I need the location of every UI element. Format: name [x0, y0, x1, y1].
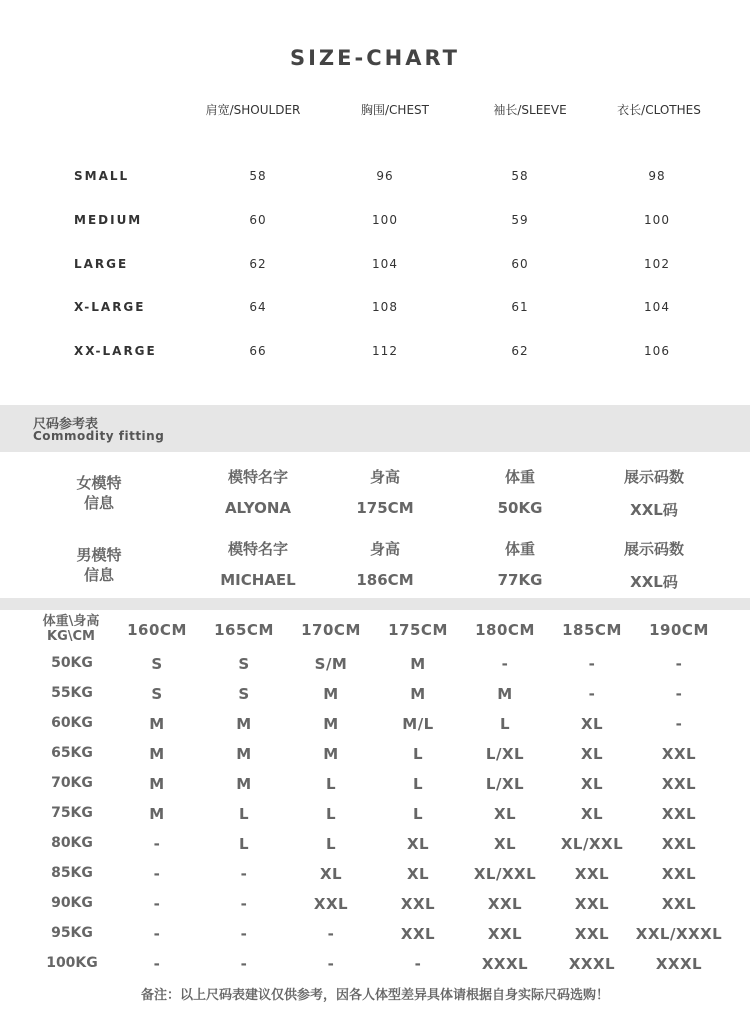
model-label — [58, 545, 140, 585]
model-field-label: 体重 — [504, 540, 535, 558]
fitting-table-cell: S — [151, 685, 163, 703]
fitting-table-cell: S — [151, 655, 163, 673]
size-chart-cell: 108 — [372, 300, 398, 314]
fitting-table-cell: - — [153, 925, 161, 943]
model-label-line: 信息 — [83, 566, 114, 584]
fitting-table-cell: XL — [493, 805, 517, 823]
size-chart-header: 胸围/CHEST — [361, 103, 429, 117]
fitting-table-cell: L — [238, 835, 250, 853]
fitting-table-cell: XXL — [400, 895, 436, 913]
fitting-table-cell: - — [153, 835, 161, 853]
fitting-table-height-header: 160CM — [127, 621, 187, 639]
model-field-label: 模特名字 — [227, 468, 288, 486]
fitting-table-cell: - — [153, 865, 161, 883]
fitting-table-cell: - — [414, 955, 422, 973]
fitting-table-cell: M — [410, 685, 426, 703]
fitting-table-cell: XXL — [661, 805, 697, 823]
fitting-table-height-header: 180CM — [475, 621, 535, 639]
fitting-table-cell: XXL — [574, 925, 610, 943]
model-field-value: 175CM — [356, 499, 414, 517]
fitting-table-cell: XXL — [487, 895, 523, 913]
fitting-table-cell: - — [501, 655, 509, 673]
fitting-table-cell: XXL — [661, 865, 697, 883]
fitting-table-cell: M — [236, 775, 252, 793]
fitting-table-cell: - — [153, 895, 161, 913]
model-label-line: 男模特 — [76, 546, 122, 564]
size-chart-size-label: LARGE — [74, 257, 129, 271]
size-chart-cell: 59 — [511, 213, 529, 227]
fitting-table-cell: - — [327, 955, 335, 973]
size-chart-size-label: XX-LARGE — [74, 344, 157, 358]
size-chart-cell: 66 — [249, 344, 267, 358]
fitting-table-cell: XXL — [661, 895, 697, 913]
size-chart-header: 衣长/CLOTHES — [617, 103, 701, 117]
fitting-table-cell: M — [497, 685, 513, 703]
size-chart-cell: 98 — [648, 169, 666, 183]
fitting-table-height-header: 175CM — [388, 621, 448, 639]
fitting-table-height-header: 185CM — [562, 621, 622, 639]
fitting-table-cell: XXL — [661, 745, 697, 763]
fitting-table-cell: - — [675, 685, 683, 703]
fitting-table-cell: M — [149, 745, 165, 763]
fitting-table-cell: XL — [580, 805, 604, 823]
fitting-table-cell: XL/XXL — [560, 835, 624, 853]
size-chart-cell: 58 — [249, 169, 267, 183]
fitting-table-cell: XXXL — [655, 955, 703, 973]
size-chart-cell: 64 — [249, 300, 267, 314]
fitting-table-cell: M — [410, 655, 426, 673]
fitting-table-cell: XL/XXL — [473, 865, 537, 883]
size-chart-cell: 96 — [376, 169, 394, 183]
fitting-table-weight-label: 65KG — [51, 745, 93, 761]
fitting-table-cell: XXL — [400, 925, 436, 943]
fitting-table-cell: XL — [406, 865, 430, 883]
fitting-table-cell: XL — [493, 835, 517, 853]
fitting-table-cell: - — [327, 925, 335, 943]
size-chart-cell: 100 — [372, 213, 398, 227]
fitting-table-cell: - — [240, 865, 248, 883]
fitting-table-cell: XXL/XXXL — [635, 925, 723, 943]
fitting-table-weight-label: 70KG — [51, 775, 93, 791]
model-field-value: 77KG — [497, 571, 543, 589]
fitting-table-header-band — [0, 598, 750, 610]
model-field-value: 186CM — [356, 571, 414, 589]
fitting-table-cell: S — [238, 685, 250, 703]
fitting-table-cell: L — [412, 805, 424, 823]
size-chart-cell: 102 — [644, 257, 670, 271]
fitting-table-cell: - — [240, 895, 248, 913]
model-field-value: MICHAEL — [220, 571, 296, 589]
model-field-label: 体重 — [504, 468, 535, 486]
model-field-value: XXL码 — [630, 573, 678, 591]
fitting-table-cell: L — [325, 835, 337, 853]
model-field-value: XXL码 — [630, 501, 678, 519]
size-chart-size-label: SMALL — [74, 169, 130, 183]
fitting-table-cell: XXXL — [568, 955, 616, 973]
fitting-table-weight-label: 90KG — [51, 895, 93, 911]
fitting-table-corner-line: 体重\身高 — [42, 614, 100, 629]
fitting-banner-subtitle: Commodity fitting — [33, 429, 165, 443]
size-chart-cell: 58 — [511, 169, 529, 183]
size-chart-cell: 104 — [372, 257, 398, 271]
size-chart-cell: 106 — [644, 344, 670, 358]
model-field-value: ALYONA — [224, 499, 292, 517]
model-field-label: 展示码数 — [623, 540, 684, 558]
fitting-table-cell: M/L — [402, 715, 434, 733]
fitting-table-corner — [30, 614, 112, 644]
fitting-table-cell: XXL — [574, 865, 610, 883]
fitting-table-cell: M — [323, 745, 339, 763]
fitting-table-cell: L — [325, 805, 337, 823]
fitting-table-cell: S — [238, 655, 250, 673]
size-chart-cell: 62 — [511, 344, 529, 358]
fitting-table-cell: M — [236, 745, 252, 763]
fitting-table-cell: XXL — [313, 895, 349, 913]
fitting-table-cell: XXL — [661, 775, 697, 793]
fitting-table-weight-label: 50KG — [51, 655, 93, 671]
fitting-table-cell: L — [499, 715, 511, 733]
fitting-table-cell: - — [240, 925, 248, 943]
fitting-table-weight-label: 100KG — [46, 955, 98, 971]
fitting-table-cell: - — [588, 655, 596, 673]
fitting-table-cell: L — [238, 805, 250, 823]
fitting-table-cell: XL — [319, 865, 343, 883]
fitting-table-cell: XL — [406, 835, 430, 853]
fitting-table-cell: M — [323, 685, 339, 703]
size-chart-cell: 104 — [644, 300, 670, 314]
fitting-table-weight-label: 80KG — [51, 835, 93, 851]
fitting-table-cell: S/M — [314, 655, 348, 673]
fitting-table-cell: - — [240, 955, 248, 973]
fitting-table-cell: L/XL — [485, 745, 525, 763]
fitting-table-cell: XL — [580, 745, 604, 763]
size-chart-size-label: MEDIUM — [74, 213, 143, 227]
fitting-table-height-header: 190CM — [649, 621, 709, 639]
size-chart-cell: 60 — [249, 213, 267, 227]
fitting-table-corner-line: KG\CM — [47, 629, 95, 644]
model-field-label: 身高 — [369, 468, 400, 486]
fitting-table-cell: M — [323, 715, 339, 733]
fitting-table-cell: L — [412, 775, 424, 793]
fitting-table-cell: M — [149, 775, 165, 793]
fitting-table-cell: M — [149, 805, 165, 823]
fitting-table-cell: - — [153, 955, 161, 973]
size-chart-cell: 100 — [644, 213, 670, 227]
model-field-label: 展示码数 — [623, 468, 684, 486]
fitting-table-cell: XXL — [574, 895, 610, 913]
page-title: SIZE-CHART — [289, 46, 461, 70]
fitting-table-height-header: 165CM — [214, 621, 274, 639]
model-label — [58, 473, 140, 513]
fitting-table-cell: XXL — [487, 925, 523, 943]
fitting-table-weight-label: 60KG — [51, 715, 93, 731]
fitting-table-cell: XXL — [661, 835, 697, 853]
fitting-table-cell: XL — [580, 775, 604, 793]
fitting-table-cell: L — [412, 745, 424, 763]
model-field-label: 身高 — [369, 540, 400, 558]
fitting-table-cell: M — [236, 715, 252, 733]
model-field-label: 模特名字 — [227, 540, 288, 558]
fitting-table-cell: L/XL — [485, 775, 525, 793]
size-chart-cell: 61 — [511, 300, 529, 314]
size-chart-cell: 60 — [511, 257, 529, 271]
size-chart-cell: 62 — [249, 257, 267, 271]
fitting-table-cell: XXXL — [481, 955, 529, 973]
size-chart-header: 肩宽/SHOULDER — [205, 103, 301, 117]
size-chart-cell: 112 — [372, 344, 398, 358]
size-chart-header: 袖长/SLEEVE — [493, 103, 567, 117]
fitting-banner-title: 尺码参考表 — [33, 417, 99, 432]
fitting-table-cell: M — [149, 715, 165, 733]
fitting-table-weight-label: 95KG — [51, 925, 93, 941]
fitting-table-weight-label: 55KG — [51, 685, 93, 701]
fitting-table-cell: - — [675, 715, 683, 733]
fitting-table-height-header: 170CM — [301, 621, 361, 639]
size-chart-size-label: X-LARGE — [74, 300, 146, 314]
fitting-table-cell: L — [325, 775, 337, 793]
fitting-table-weight-label: 85KG — [51, 865, 93, 881]
fitting-table-cell: - — [588, 685, 596, 703]
fitting-table-weight-label: 75KG — [51, 805, 93, 821]
model-field-value: 50KG — [497, 499, 543, 517]
footnote: 备注：以上尺码表建议仅供参考，因各人体型差异具体请根据自身实际尺码选购！ — [140, 988, 609, 1003]
fitting-table-cell: - — [675, 655, 683, 673]
model-label-line: 女模特 — [76, 474, 122, 492]
model-label-line: 信息 — [83, 494, 114, 512]
fitting-table-cell: XL — [580, 715, 604, 733]
